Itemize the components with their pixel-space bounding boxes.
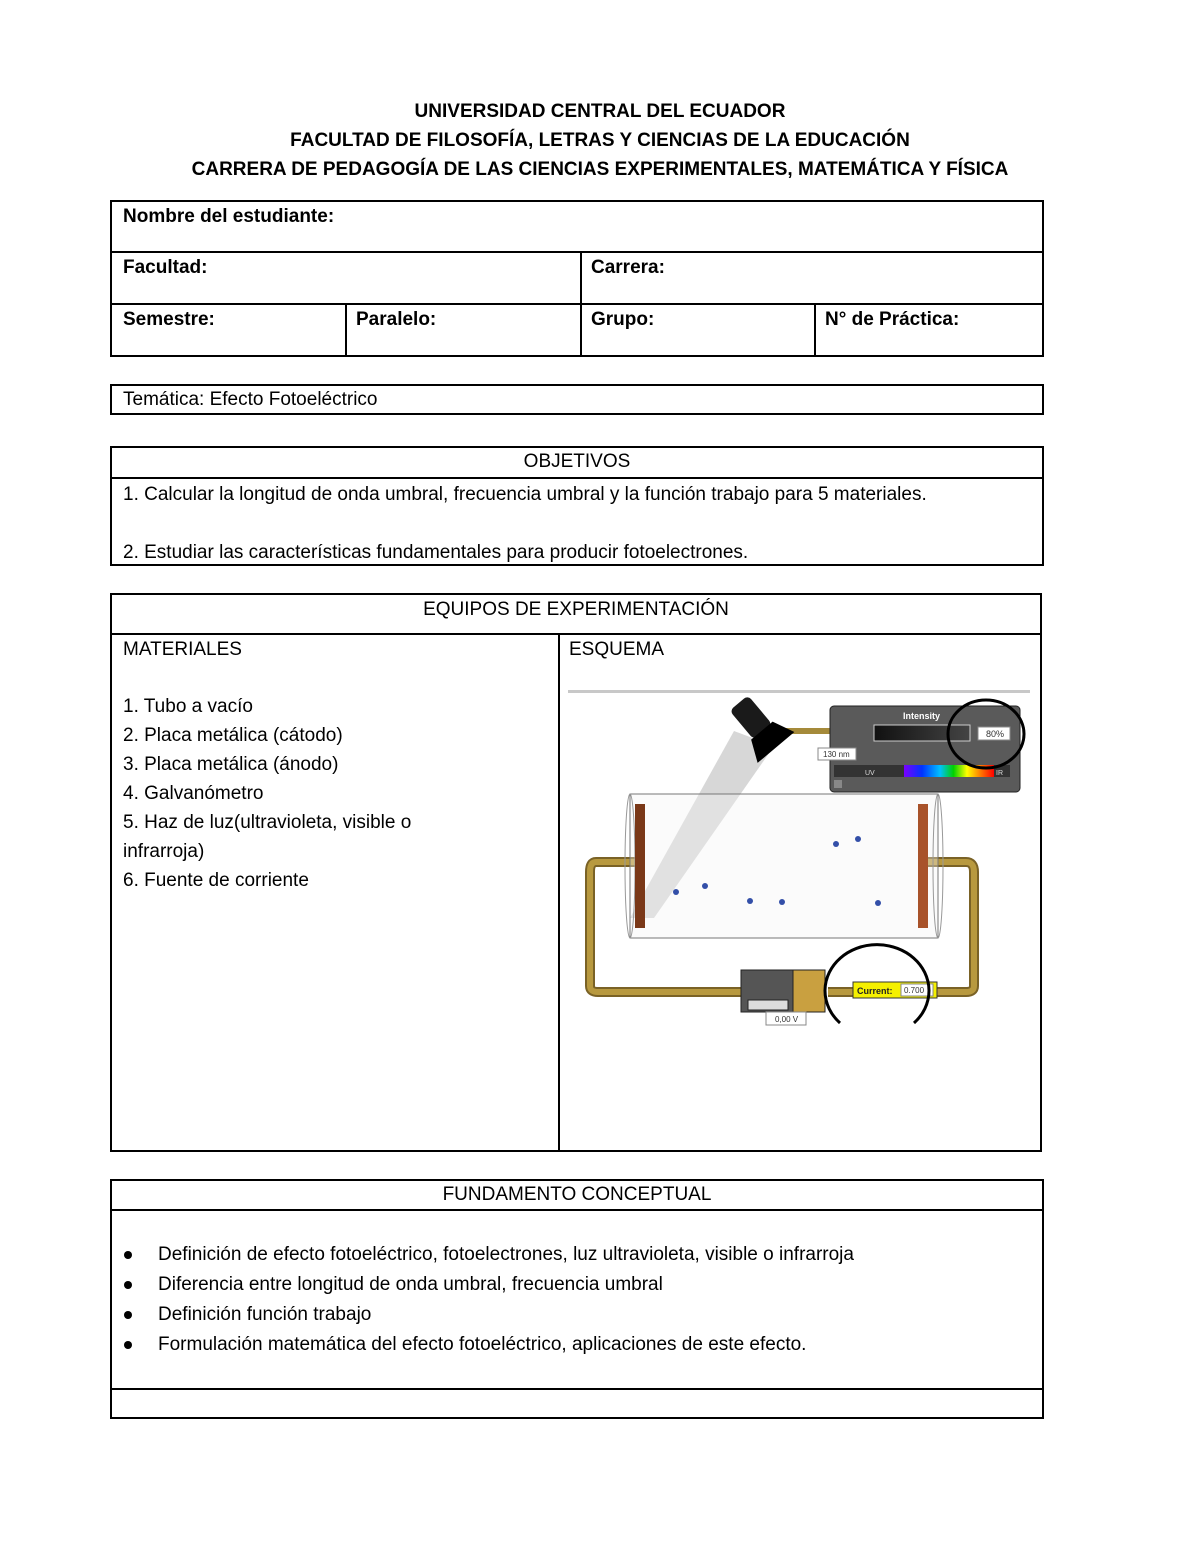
objective-2: 2. Estudiar las características fundamentales para producir fotoelectrones. <box>123 542 749 563</box>
electron <box>702 883 708 889</box>
anode-plate <box>918 804 928 928</box>
electron <box>875 900 881 906</box>
concept-item: Formulación matemática del efecto fotoeléctrico, aplicaciones de este efecto. <box>112 1330 1032 1360</box>
topic-box <box>110 384 1044 415</box>
concept-item: Diferencia entre longitud de onda umbral, frecuencia umbral <box>112 1270 1032 1300</box>
topic-text: Temática: Efecto Fotoeléctrico <box>123 389 378 410</box>
concepts-box <box>110 1179 1044 1419</box>
materials-heading: MATERIALES <box>123 639 242 660</box>
faculty-field[interactable]: Facultad: <box>123 257 208 278</box>
material-item: 4. Galvanómetro <box>123 783 264 804</box>
current-label: Current: <box>857 986 893 996</box>
student-info-table <box>110 200 1044 357</box>
vacuum-tube <box>630 794 938 938</box>
wavelength-value: 130 nm <box>823 750 850 759</box>
concepts-title: FUNDAMENTO CONCEPTUAL <box>442 1184 712 1205</box>
battery-slider <box>748 1000 788 1010</box>
objectives-title: OBJETIVOS <box>523 451 631 472</box>
concept-item: Definición de efecto fotoeléctrico, fotoelectrones, luz ultravioleta, visible o infrarroja <box>112 1240 1032 1270</box>
concept-item: Definición función trabajo <box>112 1300 1032 1330</box>
objective-1: 1. Calcular la longitud de onda umbral, frecuencia umbral y la función trabajo para 5 materiales. <box>123 484 927 505</box>
electron <box>779 899 785 905</box>
material-item: 6. Fuente de corriente <box>123 870 309 891</box>
material-item: 1. Tubo a vacío <box>123 696 253 717</box>
faculty-title: FACULTAD DE FILOSOFÍA, LETRAS Y CIENCIAS DE LA EDUCACIÓN <box>290 130 910 151</box>
intensity-slider <box>874 725 970 741</box>
ir-label: IR <box>996 770 1003 777</box>
electron <box>673 889 679 895</box>
intensity-value: 80% <box>986 729 1005 739</box>
electron <box>833 841 839 847</box>
university-title: UNIVERSIDAD CENTRAL DEL ECUADOR <box>414 101 786 122</box>
parallel-field[interactable]: Paralelo: <box>356 309 437 330</box>
concepts-list <box>112 1240 1032 1360</box>
group-field[interactable]: Grupo: <box>591 309 655 330</box>
cathode-plate <box>635 804 645 928</box>
material-item: 2. Placa metálica (cátodo) <box>123 725 343 746</box>
objectives-box <box>110 446 1044 566</box>
uv-label: UV <box>865 770 875 777</box>
material-item: 5. Haz de luz(ultravioleta, visible o infrarroja) <box>123 812 412 862</box>
electron <box>855 836 861 842</box>
semester-field[interactable]: Semestre: <box>123 309 215 330</box>
intensity-label: Intensity <box>903 711 941 721</box>
battery-terminal <box>793 970 825 1012</box>
current-value: 0.700 <box>904 986 925 995</box>
materials-list <box>123 692 463 895</box>
panel-knob <box>834 780 842 788</box>
career-title: CARRERA DE PEDAGOGÍA DE LAS CIENCIAS EXPERIMENTALES, MATEMÁTICA Y FÍSICA <box>191 159 1009 180</box>
student-name-field[interactable]: Nombre del estudiante: <box>123 206 335 227</box>
material-item: 3. Placa metálica (ánodo) <box>123 754 339 775</box>
equipment-title: EQUIPOS DE EXPERIMENTACIÓN <box>423 599 729 620</box>
top-rule <box>568 690 1030 693</box>
practice-number-field[interactable]: N° de Práctica: <box>825 309 960 330</box>
photoelectric-diagram <box>568 686 1030 1031</box>
scheme-heading: ESQUEMA <box>569 639 665 660</box>
electron <box>747 898 753 904</box>
career-field[interactable]: Carrera: <box>591 257 665 278</box>
voltage-value: 0,00 V <box>775 1015 799 1024</box>
